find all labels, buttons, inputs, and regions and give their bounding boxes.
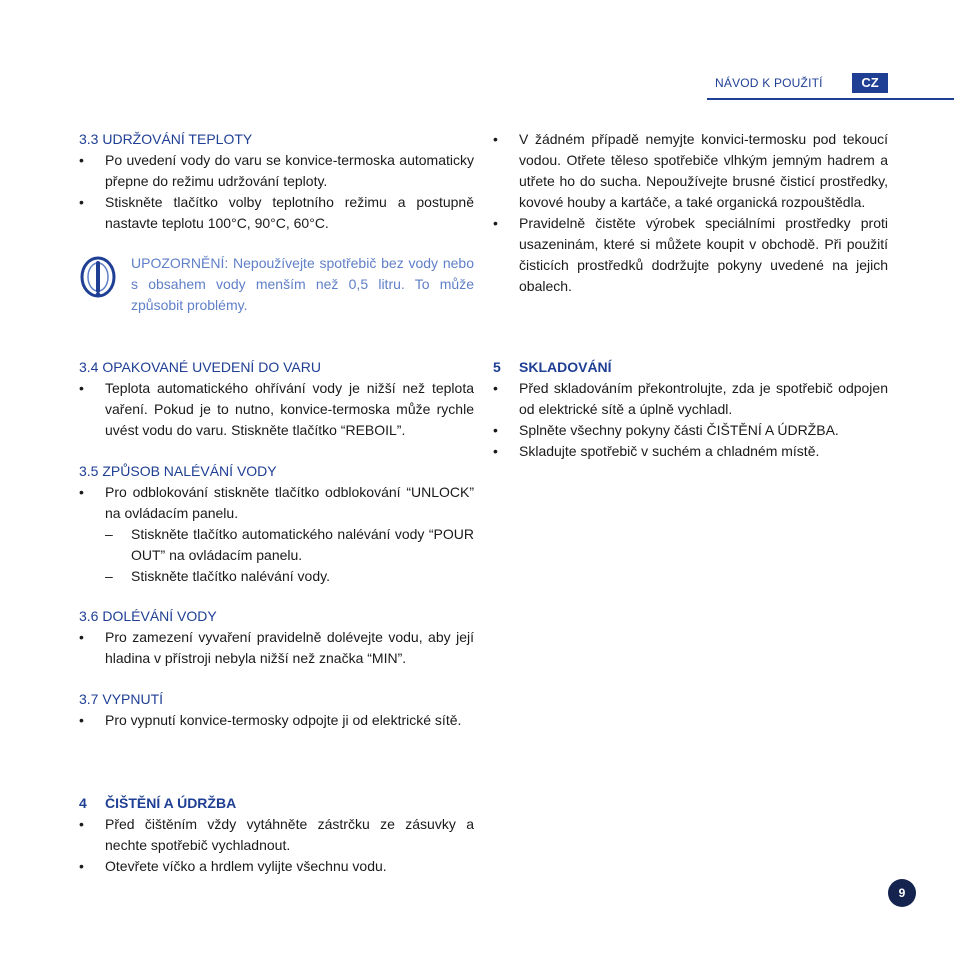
warning-box	[79, 253, 474, 316]
list-item: • V žádném případě nemyjte konvici-termosku pod tekoucí vodou. Otřete těleso spotřebiče vlhkým jemným hadrem a utřete ho do sucha. Nepoužívejte brusné čisticí prostředky, kovové houby a kartáče, a také organická rozpouštědla.	[493, 129, 888, 213]
chapter-title: SKLADOVÁNÍ	[519, 359, 612, 375]
manual-header-label: NÁVOD K POUŽITÍ	[715, 76, 823, 90]
bullet-list	[79, 710, 474, 731]
list-item: • Před skladováním překontrolujte, zda je spotřebič odpojen od elektrické sítě a úplně vychladl.	[493, 378, 888, 420]
list-item: • Před čištěním vždy vytáhněte zástrčku ze zásuvky a nechte spotřebič vychladnout.	[79, 814, 474, 856]
section-3-3	[79, 129, 474, 234]
section-5	[493, 357, 888, 462]
header-rule	[707, 98, 954, 100]
section-title: 3.4 OPAKOVANÉ UVEDENÍ DO VARU	[79, 359, 321, 375]
chapter-number: 5	[493, 359, 501, 375]
language-badge: CZ	[852, 73, 888, 93]
section-title: 3.7 VYPNUTÍ	[79, 691, 164, 707]
list-item: • Skladujte spotřebič v suchém a chladném místě.	[493, 441, 888, 462]
list-item: • Otevřete víčko a hrdlem vylijte všechnu vodu.	[79, 856, 474, 877]
bullet-list	[79, 482, 474, 524]
list-item: • Po uvedení vody do varu se konvice-termoska automaticky přepne do režimu udržování teploty.	[79, 150, 474, 192]
bullet-list	[79, 378, 474, 441]
section-4	[79, 793, 474, 877]
list-item: • Teplota automatického ohřívání vody je nižší než teplota vaření. Pokud je to nutno, konvice-termoska může rychle uvést vodu do varu. Stiskněte tlačítko “REBOIL”.	[79, 378, 474, 441]
warning-text: UPOZORNĚNÍ: Nepoužívejte spotřebič bez vody nebo s obsahem vody menším než 0,5 litru. To může způsobit problémy.	[131, 255, 474, 313]
bullet-list	[493, 378, 888, 462]
list-item: • Pro zamezení vyvaření pravidelně dolévejte vodu, aby její hladina v přístroji nebyla nižší než značka “MIN”.	[79, 627, 474, 669]
section-title: 3.5 ZPŮSOB NALÉVÁNÍ VODY	[79, 463, 277, 479]
list-item: • Pravidelně čistěte výrobek speciálními prostředky proti usazeninám, které si můžete koupit v obchodě. Při použití čisticích prostředků dodržujte pokyny uvedené na jejich obalech.	[493, 213, 888, 297]
section-3-7	[79, 689, 474, 731]
chapter-title: ČIŠTĚNÍ A ÚDRŽBA	[105, 795, 237, 811]
chapter-heading	[79, 793, 474, 814]
chapter-number: 4	[79, 795, 87, 811]
section-title: 3.3 UDRŽOVÁNÍ TEPLOTY	[79, 131, 253, 147]
section-3-6	[79, 606, 474, 669]
chapter-heading	[493, 357, 888, 378]
list-item: • Stiskněte tlačítko volby teplotního režimu a postupně nastavte teplotu 100°C, 90°C, 60°C.	[79, 192, 474, 234]
sub-list-item: – Stiskněte tlačítko nalévání vody.	[79, 566, 474, 587]
bullet-list	[79, 150, 474, 234]
section-3-4	[79, 357, 474, 441]
list-item: • Pro odblokování stiskněte tlačítko odblokování “UNLOCK” na ovládacím panelu.	[79, 482, 474, 524]
sub-list-item: – Stiskněte tlačítko automatického nalévání vody “POUR OUT” na ovládacím panelu.	[79, 524, 474, 566]
bullet-list	[493, 129, 888, 297]
bullet-list	[79, 814, 474, 877]
section-4-continued	[493, 129, 888, 297]
section-3-5	[79, 461, 474, 587]
list-item: • Splněte všechny pokyny části ČIŠTĚNÍ A ÚDRŽBA.	[493, 420, 888, 441]
page-number: 9	[888, 879, 916, 907]
dash-list	[79, 524, 474, 587]
section-title: 3.6 DOLÉVÁNÍ VODY	[79, 608, 217, 624]
list-item: • Pro vypnutí konvice-termosky odpojte ji od elektrické sítě.	[79, 710, 474, 731]
bullet-list	[79, 627, 474, 669]
warning-icon	[79, 253, 117, 301]
